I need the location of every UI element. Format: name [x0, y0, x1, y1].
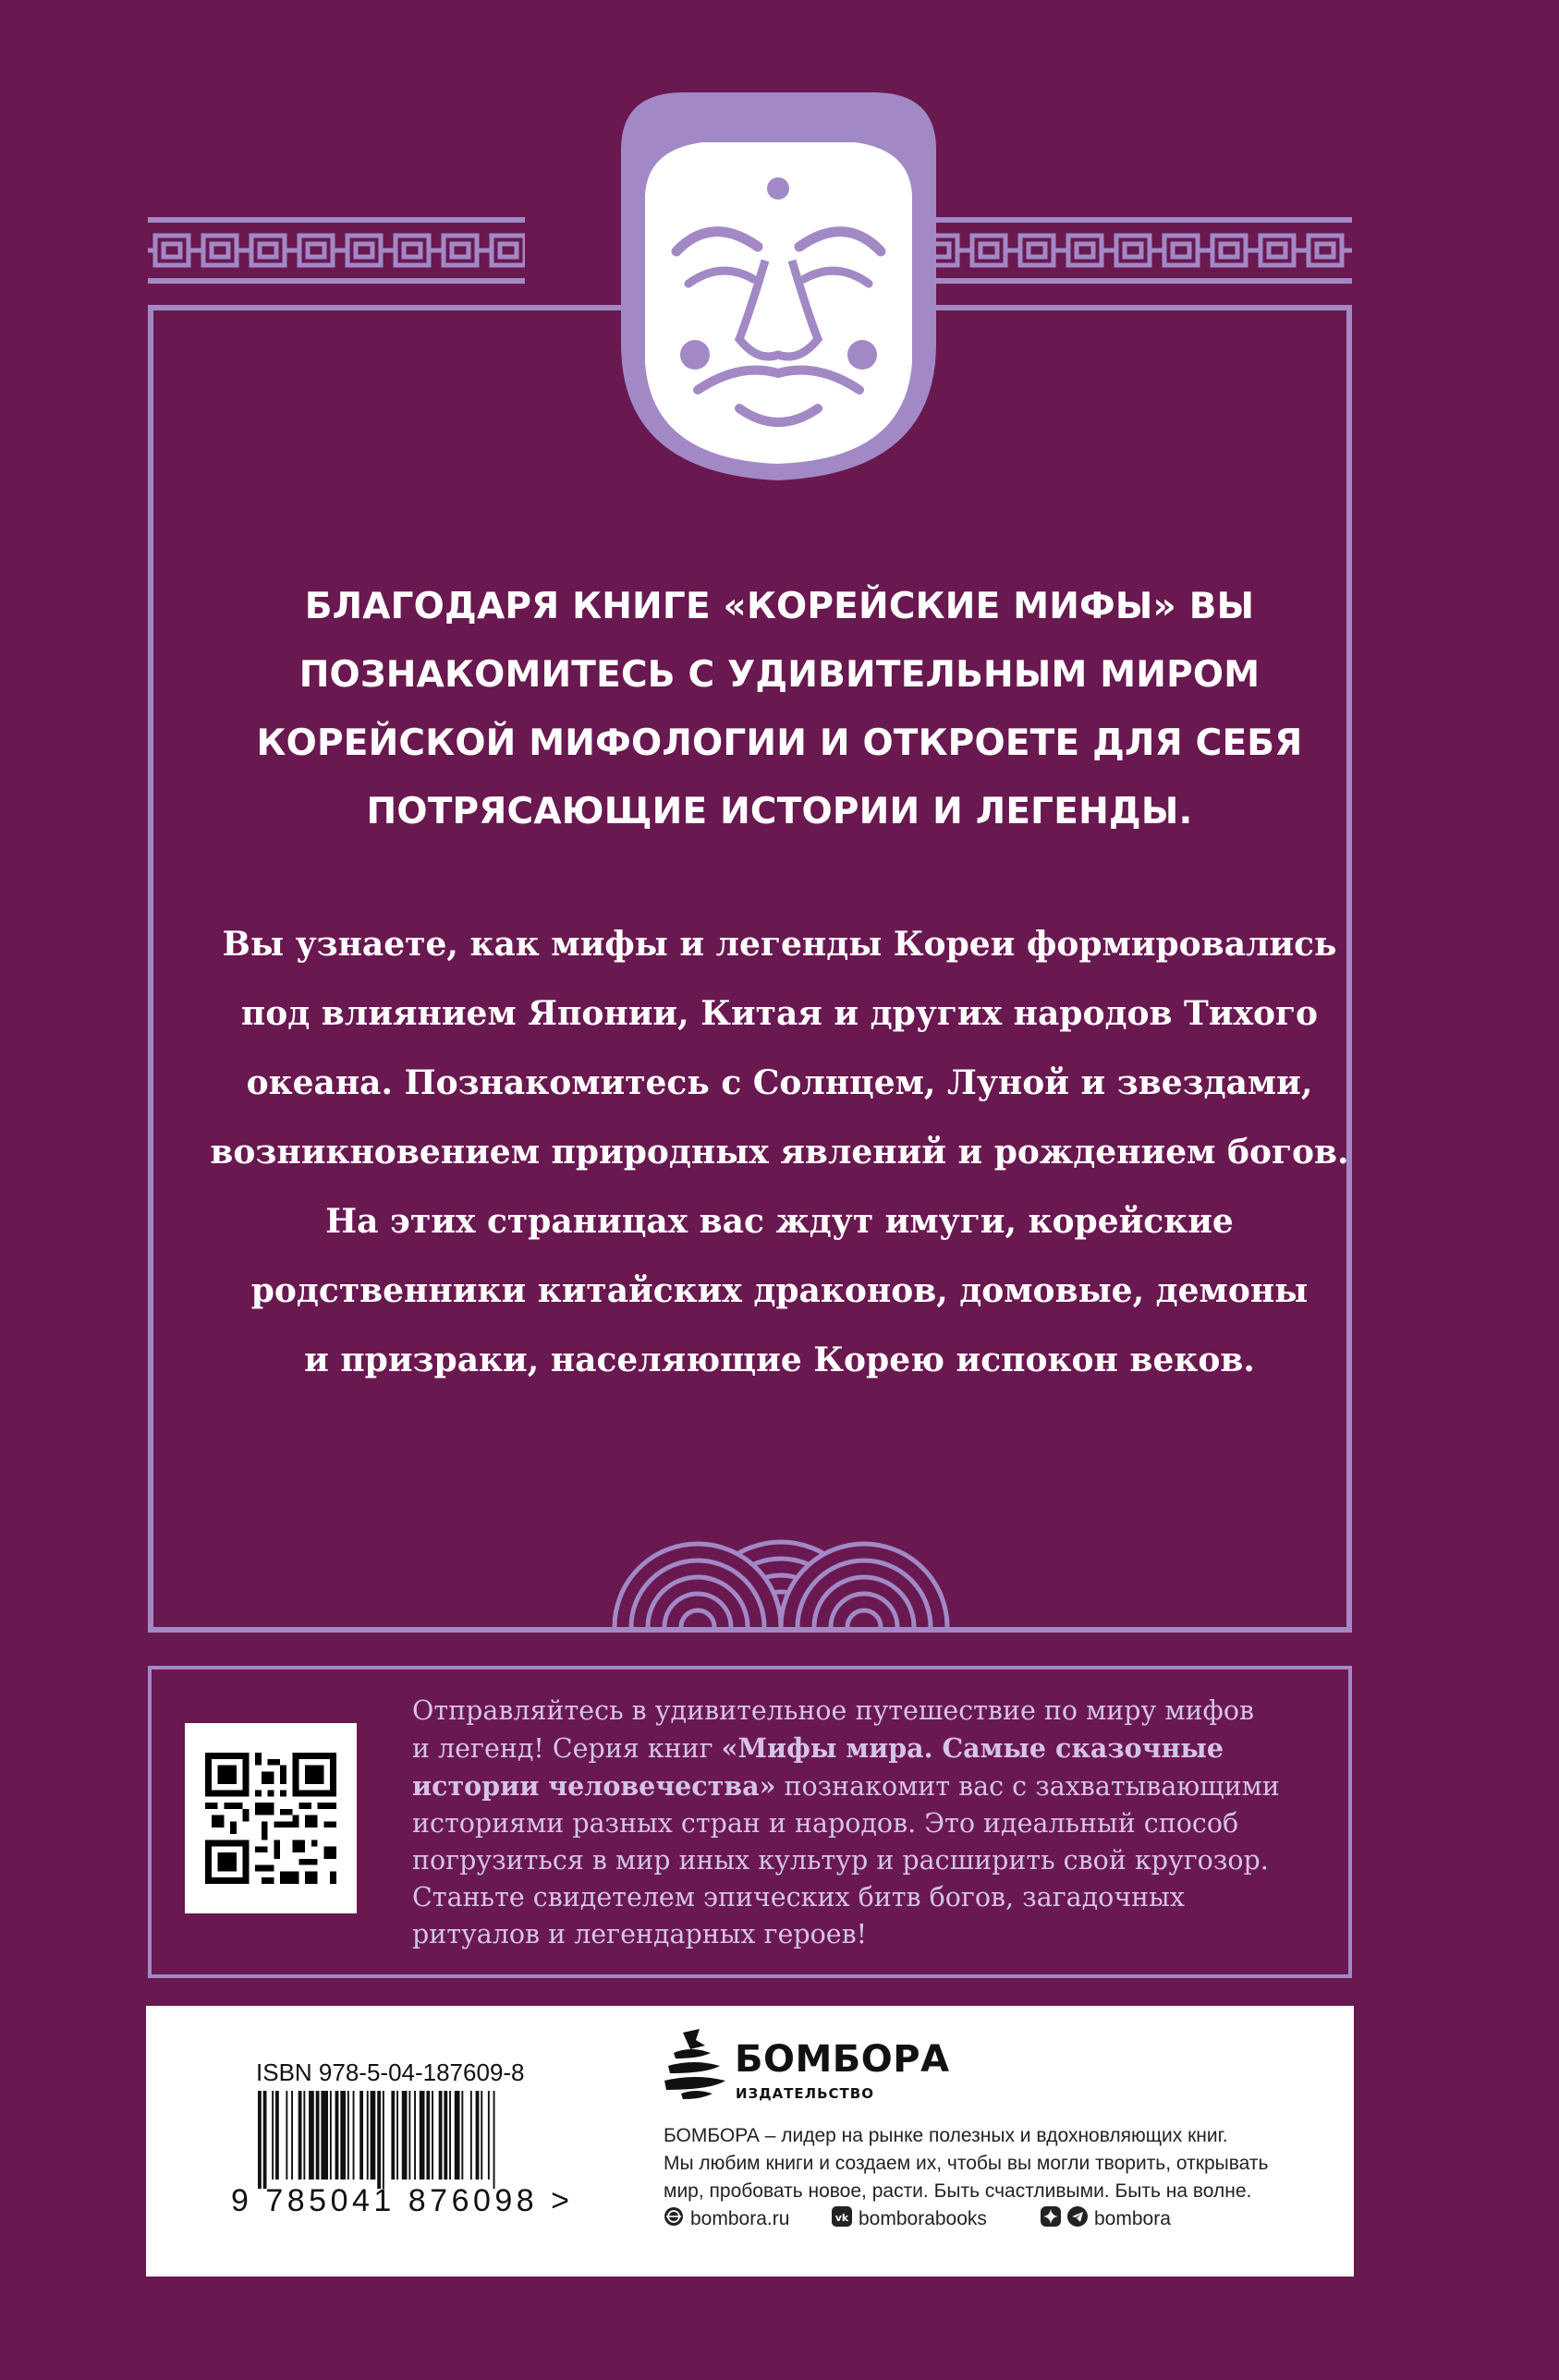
promo-line: [412, 1730, 1336, 1767]
headline-line: ПОТРЯСАЮЩИЕ ИСТОРИИ И ЛЕГЕНДЫ.: [366, 791, 1193, 832]
barcode-bar: [420, 2091, 425, 2180]
promo-line: Станьте свидетелем эпических битв богов, загадочных: [412, 1882, 1185, 1912]
brand-subtitle: ИЗДАТЕЛЬСТВО: [736, 2085, 874, 2102]
barcode-bar: [439, 2091, 443, 2180]
publisher-line: Мы любим книги и создаем их, чтобы вы могли творить, открывать: [664, 2153, 1269, 2174]
barcode-bar: [377, 2091, 381, 2189]
promo-line-plain: познакомит вас с захватывающими: [775, 1771, 1280, 1802]
barcode-bar: [371, 2091, 376, 2180]
fret-band-right: [917, 217, 1352, 284]
promo-line: Отправляйтесь в удивительное путешествие по миру мифов: [412, 1695, 1255, 1726]
publisher-line: БОМБОРА – лидер на рынке полезных и вдохновляющих книг.: [664, 2125, 1228, 2146]
promo-line: погрузиться в мир иных культур и расширить свой кругозор.: [412, 1845, 1269, 1876]
barcode-bar: [432, 2091, 433, 2180]
promo-line-plain: и легенд! Серия книг: [412, 1733, 722, 1764]
wave-ornament: [610, 1529, 952, 1633]
description-line: и призраки, населяющие Корею испокон веков.: [304, 1341, 1255, 1379]
tg-label: bombora: [1094, 2208, 1171, 2229]
description-line: под влиянием Японии, Китая и других народов Тихого: [240, 994, 1319, 1033]
barcode-bar: [335, 2091, 339, 2180]
barcode-bar: [316, 2091, 320, 2180]
description-line: возникновением природных явлений и рождением богов.: [210, 1133, 1349, 1172]
series-title-cont: истории человечества»: [412, 1770, 776, 1802]
barcode-bar: [461, 2091, 463, 2180]
vk-icon: [832, 2206, 852, 2232]
headline-line: КОРЕЙСКОЙ МИФОЛОГИИ И ОТКРОЕТЕ ДЛЯ СЕБЯ: [256, 722, 1303, 764]
barcode-bar: [391, 2091, 395, 2180]
promo-line: [412, 1767, 1336, 1805]
description-line: родственники китайских драконов, домовые, демоны: [250, 1271, 1309, 1310]
barcode-bar: [367, 2091, 369, 2180]
description-line: океана. Познакомитесь с Солнцем, Луной и звездами,: [246, 1063, 1313, 1102]
headline: [185, 573, 1374, 846]
fret-band-left: [148, 217, 525, 284]
mask-icon: [610, 85, 947, 487]
barcode-bar: [414, 2091, 416, 2180]
barcode: [258, 2091, 535, 2189]
barcode-bar: [396, 2091, 398, 2180]
barcode-bar: [481, 2091, 482, 2180]
barcode-bar: [340, 2091, 346, 2180]
barcode-bar: [263, 2091, 267, 2189]
barcode-bar: [426, 2091, 430, 2180]
promo-line: историями разных стран и народов. Это идеальный способ: [412, 1808, 1239, 1839]
barcode-bar: [449, 2091, 451, 2180]
barcode-bar: [286, 2091, 287, 2180]
barcode-bar: [353, 2091, 355, 2180]
promo-text: [412, 1693, 1336, 1953]
dzen-icon: [1041, 2206, 1061, 2232]
barcode-digits: 9 785041 876098 >: [231, 2183, 574, 2218]
headline-line: БЛАГОДАРЯ КНИГЕ «КОРЕЙСКИЕ МИФЫ» ВЫ: [304, 586, 1255, 627]
barcode-bar: [408, 2091, 410, 2180]
headline-line: ПОЗНАКОМИТЕСЬ С УДИВИТЕЛЬНЫМ МИРОМ: [298, 654, 1261, 696]
series-title: «Мифы мира. Самые сказочные: [721, 1732, 1224, 1764]
vk-link[interactable]: [832, 2206, 987, 2232]
vk-label: bomborabooks: [859, 2208, 987, 2229]
publisher-text: [664, 2122, 1329, 2205]
barcode-bar: [359, 2091, 363, 2180]
promo-line: ритуалов и легендарных героев!: [412, 1919, 868, 1949]
barcode-bar: [470, 2091, 472, 2180]
site-label: bombora.ru: [690, 2208, 790, 2229]
barcode-bar: [298, 2091, 302, 2180]
barcode-bar: [321, 2091, 328, 2180]
barcode-bar: [347, 2091, 349, 2180]
description-line: На этих страницах вас ждут имуги, корейские: [325, 1202, 1234, 1241]
brand-name: БОМБОРА: [735, 2038, 950, 2081]
barcode-bar: [258, 2091, 262, 2189]
tg-link[interactable]: [1041, 2206, 1171, 2232]
barcode-bar: [275, 2091, 279, 2180]
qr-code[interactable]: [185, 1723, 357, 1913]
description-line: Вы узнаете, как мифы и легенды Кореи формировались: [222, 925, 1337, 964]
telegram-icon: [1067, 2206, 1088, 2232]
bombora-logo-icon: [663, 2025, 727, 2105]
globe-icon: [664, 2206, 684, 2232]
description: [185, 910, 1374, 1395]
barcode-bar: [493, 2091, 495, 2189]
barcode-bar: [444, 2091, 447, 2180]
barcode-bar: [455, 2091, 460, 2180]
publisher-line: мир, пробовать новое, расти. Быть счастливыми. Быть на волне.: [664, 2180, 1252, 2202]
barcode-bar: [303, 2091, 305, 2180]
barcode-bar: [383, 2091, 384, 2189]
barcode-bar: [476, 2091, 480, 2180]
barcode-bar: [291, 2091, 293, 2180]
barcode-bar: [309, 2091, 314, 2180]
barcode-bar: [488, 2091, 490, 2180]
barcode-bar: [272, 2091, 274, 2180]
barcode-bar: [402, 2091, 408, 2180]
barcode-bar: [330, 2091, 332, 2180]
svg-text:vk: vk: [834, 2212, 849, 2224]
isbn-label: ISBN 978-5-04-187609-8: [256, 2058, 525, 2086]
site-link[interactable]: [664, 2206, 789, 2232]
